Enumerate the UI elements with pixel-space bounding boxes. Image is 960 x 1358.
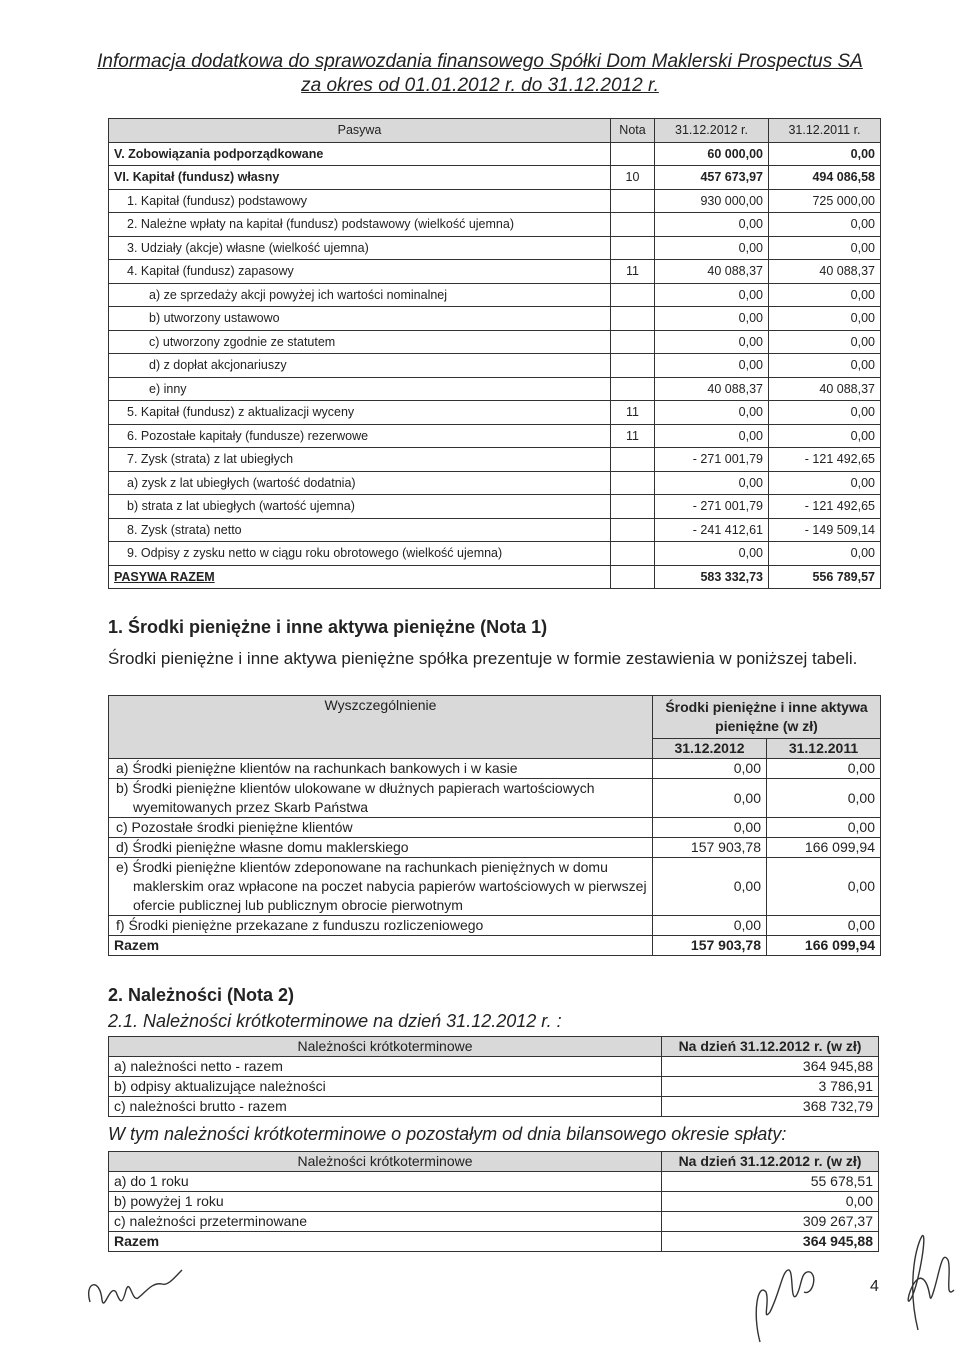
pasywa-row-2011: 0,00 xyxy=(769,424,881,448)
cash-col-2012: 31.12.2012 xyxy=(653,739,767,759)
pasywa-row xyxy=(109,448,881,472)
pasywa-row-label: e) inny xyxy=(109,377,611,401)
pasywa-row-nota xyxy=(611,189,655,213)
pasywa-row-label: a) ze sprzedaży akcji powyżej ich wartości nominalnej xyxy=(109,283,611,307)
pasywa-row-nota xyxy=(611,213,655,237)
pasywa-row xyxy=(109,236,881,260)
pasywa-row-2012: 583 332,73 xyxy=(655,565,769,589)
pasywa-row-2012: - 241 412,61 xyxy=(655,518,769,542)
pasywa-row-nota xyxy=(611,377,655,401)
pasywa-row-label: a) zysk z lat ubiegłych (wartość dodatnia) xyxy=(109,471,611,495)
pasywa-row-label: V. Zobowiązania podporządkowane xyxy=(109,142,611,166)
pasywa-row-2012: - 271 001,79 xyxy=(655,495,769,519)
receivables-row xyxy=(109,1097,879,1117)
cash-row-2011: 166 099,94 xyxy=(767,838,881,858)
pasywa-row xyxy=(109,260,881,284)
pasywa-row-label: 5. Kapitał (fundusz) z aktualizacji wyceny xyxy=(109,401,611,425)
document-header xyxy=(0,50,960,98)
cash-row-2012: 0,00 xyxy=(653,818,767,838)
section-1-paragraph: Środki pieniężne i inne aktywa pieniężne spółka prezentuje w formie zestawienia w poniższej tabeli. xyxy=(108,649,858,668)
pasywa-row-nota xyxy=(611,236,655,260)
pasywa-row-label: VI. Kapitał (fundusz) własny xyxy=(109,166,611,190)
pasywa-row-label: d) z dopłat akcjonariuszy xyxy=(109,354,611,378)
cash-row-2011: 166 099,94 xyxy=(767,936,881,956)
pasywa-body xyxy=(109,142,881,589)
cash-row-2011: 0,00 xyxy=(767,779,881,818)
pasywa-header-nota: Nota xyxy=(611,119,655,143)
receivables-table-1 xyxy=(108,1036,879,1117)
cash-row-2011: 0,00 xyxy=(767,818,881,838)
pasywa-row-label: 2. Należne wpłaty na kapitał (fundusz) podstawowy (wielkość ujemna) xyxy=(109,213,611,237)
pasywa-row-label: 4. Kapitał (fundusz) zapasowy xyxy=(109,260,611,284)
pasywa-row-2011: - 121 492,65 xyxy=(769,448,881,472)
pasywa-row-label: c) utworzony zgodnie ze statutem xyxy=(109,330,611,354)
pasywa-table xyxy=(108,118,881,589)
receivables-row xyxy=(109,1077,879,1097)
pasywa-row-nota xyxy=(611,307,655,331)
receivables-row-value: 55 678,51 xyxy=(662,1172,879,1192)
receivables-row-value: 364 945,88 xyxy=(662,1057,879,1077)
rec2-header-row xyxy=(109,1152,879,1172)
receivables-row-value: 309 267,37 xyxy=(662,1212,879,1232)
receivables-row-label: a) należności netto - razem xyxy=(109,1057,662,1077)
pasywa-row-2012: 0,00 xyxy=(655,354,769,378)
section-1-title: 1. Środki pieniężne i inne aktywa pieniężne (Nota 1) xyxy=(108,617,548,637)
section-2-subtitle-2: W tym należności krótkoterminowe o pozostałym od dnia bilansowego okresie spłaty: xyxy=(108,1124,787,1144)
receivables-row-label: c) należności brutto - razem xyxy=(109,1097,662,1117)
pasywa-row xyxy=(109,542,881,566)
pasywa-row xyxy=(109,495,881,519)
pasywa-row-label: b) strata z lat ubiegłych (wartość ujemna) xyxy=(109,495,611,519)
pasywa-row xyxy=(109,330,881,354)
pasywa-row-2011: 0,00 xyxy=(769,307,881,331)
receivables-row-label: b) powyżej 1 roku xyxy=(109,1192,662,1212)
pasywa-row-2012: 0,00 xyxy=(655,307,769,331)
pasywa-row-2011: 40 088,37 xyxy=(769,377,881,401)
pasywa-row-2012: 0,00 xyxy=(655,401,769,425)
pasywa-row xyxy=(109,354,881,378)
pasywa-row xyxy=(109,166,881,190)
pasywa-row-2012: 930 000,00 xyxy=(655,189,769,213)
pasywa-row-2011: 40 088,37 xyxy=(769,260,881,284)
pasywa-row-2011: 0,00 xyxy=(769,471,881,495)
rec2-body xyxy=(109,1172,879,1252)
cash-col-2011: 31.12.2011 xyxy=(767,739,881,759)
cash-row xyxy=(109,838,881,858)
pasywa-row-nota xyxy=(611,495,655,519)
pasywa-row xyxy=(109,424,881,448)
pasywa-row xyxy=(109,213,881,237)
receivables-row-value: 364 945,88 xyxy=(662,1232,879,1252)
cash-row-2012: 0,00 xyxy=(653,858,767,916)
pasywa-row-2012: 40 088,37 xyxy=(655,377,769,401)
cash-row-2012: 157 903,78 xyxy=(653,838,767,858)
cash-row xyxy=(109,779,881,818)
pasywa-row-nota: 10 xyxy=(611,166,655,190)
pasywa-row-2011: - 149 509,14 xyxy=(769,518,881,542)
pasywa-row-nota: 11 xyxy=(611,260,655,284)
pasywa-row-nota xyxy=(611,142,655,166)
pasywa-row-2012: 0,00 xyxy=(655,213,769,237)
pasywa-row-2012: 0,00 xyxy=(655,424,769,448)
pasywa-row xyxy=(109,142,881,166)
rec1-header-left: Należności krótkoterminowe xyxy=(109,1037,662,1057)
pasywa-row-nota xyxy=(611,471,655,495)
receivables-row xyxy=(109,1192,879,1212)
pasywa-row xyxy=(109,283,881,307)
header-line-2: za okres od 01.01.2012 r. do 31.12.2012 r. xyxy=(301,75,659,96)
cash-row-label: b) Środki pieniężne klientów ulokowane w dłużnych papierach wartościowych wyemitowanych przez Skarb Państwa xyxy=(109,779,653,818)
pasywa-row-2012: 60 000,00 xyxy=(655,142,769,166)
pasywa-row-2012: 0,00 xyxy=(655,283,769,307)
pasywa-row-label: b) utworzony ustawowo xyxy=(109,307,611,331)
pasywa-row-nota xyxy=(611,330,655,354)
pasywa-row-2011: 0,00 xyxy=(769,283,881,307)
pasywa-row-nota xyxy=(611,283,655,307)
pasywa-row xyxy=(109,377,881,401)
pasywa-row-nota xyxy=(611,542,655,566)
rec1-body xyxy=(109,1057,879,1117)
section-2-subtitle: 2.1. Należności krótkoterminowe na dzień 31.12.2012 r. : xyxy=(108,1011,562,1031)
receivables-table-2 xyxy=(108,1151,879,1252)
cash-row-label: a) Środki pieniężne klientów na rachunkach bankowych i w kasie xyxy=(109,759,653,779)
cash-row-label: e) Środki pieniężne klientów zdeponowane na rachunkach pieniężnych w domu maklerskim oraz wpłacone na poczet nabycia papierów wartościowych w pierwszej ofercie publicznej lub publicznym obrocie pierwotnym xyxy=(109,858,653,916)
pasywa-header-label: Pasywa xyxy=(109,119,611,143)
pasywa-row xyxy=(109,307,881,331)
cash-row-label: f) Środki pieniężne przekazane z funduszu rozliczeniowego xyxy=(109,916,653,936)
cash-row-label: d) Środki pieniężne własne domu maklerskiego xyxy=(109,838,653,858)
pasywa-row-label: 9. Odpisy z zysku netto w ciągu roku obrotowego (wielkość ujemna) xyxy=(109,542,611,566)
cash-row xyxy=(109,818,881,838)
pasywa-header-2012: 31.12.2012 r. xyxy=(655,119,769,143)
cash-row xyxy=(109,858,881,916)
cash-row-2012: 0,00 xyxy=(653,916,767,936)
pasywa-row-2012: 0,00 xyxy=(655,236,769,260)
receivables-row xyxy=(109,1232,879,1252)
pasywa-row-nota: 11 xyxy=(611,424,655,448)
cash-row-2012: 0,00 xyxy=(653,759,767,779)
receivables-row-label: a) do 1 roku xyxy=(109,1172,662,1192)
pasywa-row-label: PASYWA RAZEM xyxy=(109,565,611,589)
pasywa-row xyxy=(109,471,881,495)
receivables-row xyxy=(109,1212,879,1232)
cash-row xyxy=(109,759,881,779)
pasywa-row xyxy=(109,518,881,542)
receivables-row xyxy=(109,1057,879,1077)
pasywa-row-2012: 0,00 xyxy=(655,471,769,495)
receivables-row xyxy=(109,1172,879,1192)
pasywa-row-2012: 40 088,37 xyxy=(655,260,769,284)
pasywa-row-2012: 457 673,97 xyxy=(655,166,769,190)
pasywa-row-2011: 725 000,00 xyxy=(769,189,881,213)
pasywa-row-nota xyxy=(611,354,655,378)
pasywa-row xyxy=(109,401,881,425)
pasywa-row xyxy=(109,189,881,213)
pasywa-row-label: 6. Pozostałe kapitały (fundusze) rezerwowe xyxy=(109,424,611,448)
pasywa-row-nota: 11 xyxy=(611,401,655,425)
cash-row xyxy=(109,916,881,936)
pasywa-row-label: 1. Kapitał (fundusz) podstawowy xyxy=(109,189,611,213)
cash-header-row xyxy=(109,696,881,739)
cash-row-2011: 0,00 xyxy=(767,916,881,936)
pasywa-row-2011: 0,00 xyxy=(769,354,881,378)
pasywa-row-nota xyxy=(611,448,655,472)
pasywa-row-nota xyxy=(611,565,655,589)
cash-body xyxy=(109,759,881,956)
receivables-row-value: 0,00 xyxy=(662,1192,879,1212)
pasywa-row-nota xyxy=(611,518,655,542)
pasywa-row-2012: - 271 001,79 xyxy=(655,448,769,472)
receivables-row-label: Razem xyxy=(109,1232,662,1252)
pasywa-header-2011: 31.12.2011 r. xyxy=(769,119,881,143)
cash-table xyxy=(108,695,881,956)
cash-header-right: Środki pieniężne i inne aktywa pieniężne (w zł) xyxy=(653,696,881,739)
page-number: 4 xyxy=(870,1278,879,1295)
pasywa-header-row xyxy=(109,119,881,143)
header-line-1: Informacja dodatkowa do sprawozdania finansowego Spółki Dom Maklerski Prospectus SA xyxy=(97,51,863,72)
rec2-header-right: Na dzień 31.12.2012 r. (w zł) xyxy=(662,1152,879,1172)
section-2-title: 2. Należności (Nota 2) xyxy=(108,985,295,1005)
receivables-row-value: 3 786,91 xyxy=(662,1077,879,1097)
pasywa-row-label: 7. Zysk (strata) z lat ubiegłych xyxy=(109,448,611,472)
receivables-row-value: 368 732,79 xyxy=(662,1097,879,1117)
signature-left xyxy=(82,1262,192,1322)
cash-row-2011: 0,00 xyxy=(767,759,881,779)
pasywa-row-2011: 494 086,58 xyxy=(769,166,881,190)
pasywa-row-2012: 0,00 xyxy=(655,330,769,354)
pasywa-row-label: 3. Udziały (akcje) własne (wielkość ujemna) xyxy=(109,236,611,260)
cash-row-label: c) Pozostałe środki pieniężne klientów xyxy=(109,818,653,838)
rec1-header-right: Na dzień 31.12.2012 r. (w zł) xyxy=(662,1037,879,1057)
signature-middle xyxy=(740,1252,840,1352)
pasywa-row-2011: 0,00 xyxy=(769,142,881,166)
pasywa-row-2011: 556 789,57 xyxy=(769,565,881,589)
cash-row-label: Razem xyxy=(109,936,653,956)
cash-row xyxy=(109,936,881,956)
signature-right xyxy=(888,1230,958,1340)
rec2-header-left: Należności krótkoterminowe xyxy=(109,1152,662,1172)
rec1-header-row xyxy=(109,1037,879,1057)
receivables-row-label: b) odpisy aktualizujące należności xyxy=(109,1077,662,1097)
pasywa-row-2011: 0,00 xyxy=(769,401,881,425)
pasywa-row-2011: 0,00 xyxy=(769,236,881,260)
pasywa-row-2011: 0,00 xyxy=(769,542,881,566)
receivables-row-label: c) należności przeterminowane xyxy=(109,1212,662,1232)
cash-header-left: Wyszczególnienie xyxy=(109,696,653,759)
pasywa-row-2011: 0,00 xyxy=(769,330,881,354)
cash-row-2012: 157 903,78 xyxy=(653,936,767,956)
cash-row-2011: 0,00 xyxy=(767,858,881,916)
pasywa-row xyxy=(109,565,881,589)
pasywa-row-label: 8. Zysk (strata) netto xyxy=(109,518,611,542)
pasywa-row-2011: 0,00 xyxy=(769,213,881,237)
pasywa-row-2012: 0,00 xyxy=(655,542,769,566)
pasywa-row-2011: - 121 492,65 xyxy=(769,495,881,519)
cash-row-2012: 0,00 xyxy=(653,779,767,818)
